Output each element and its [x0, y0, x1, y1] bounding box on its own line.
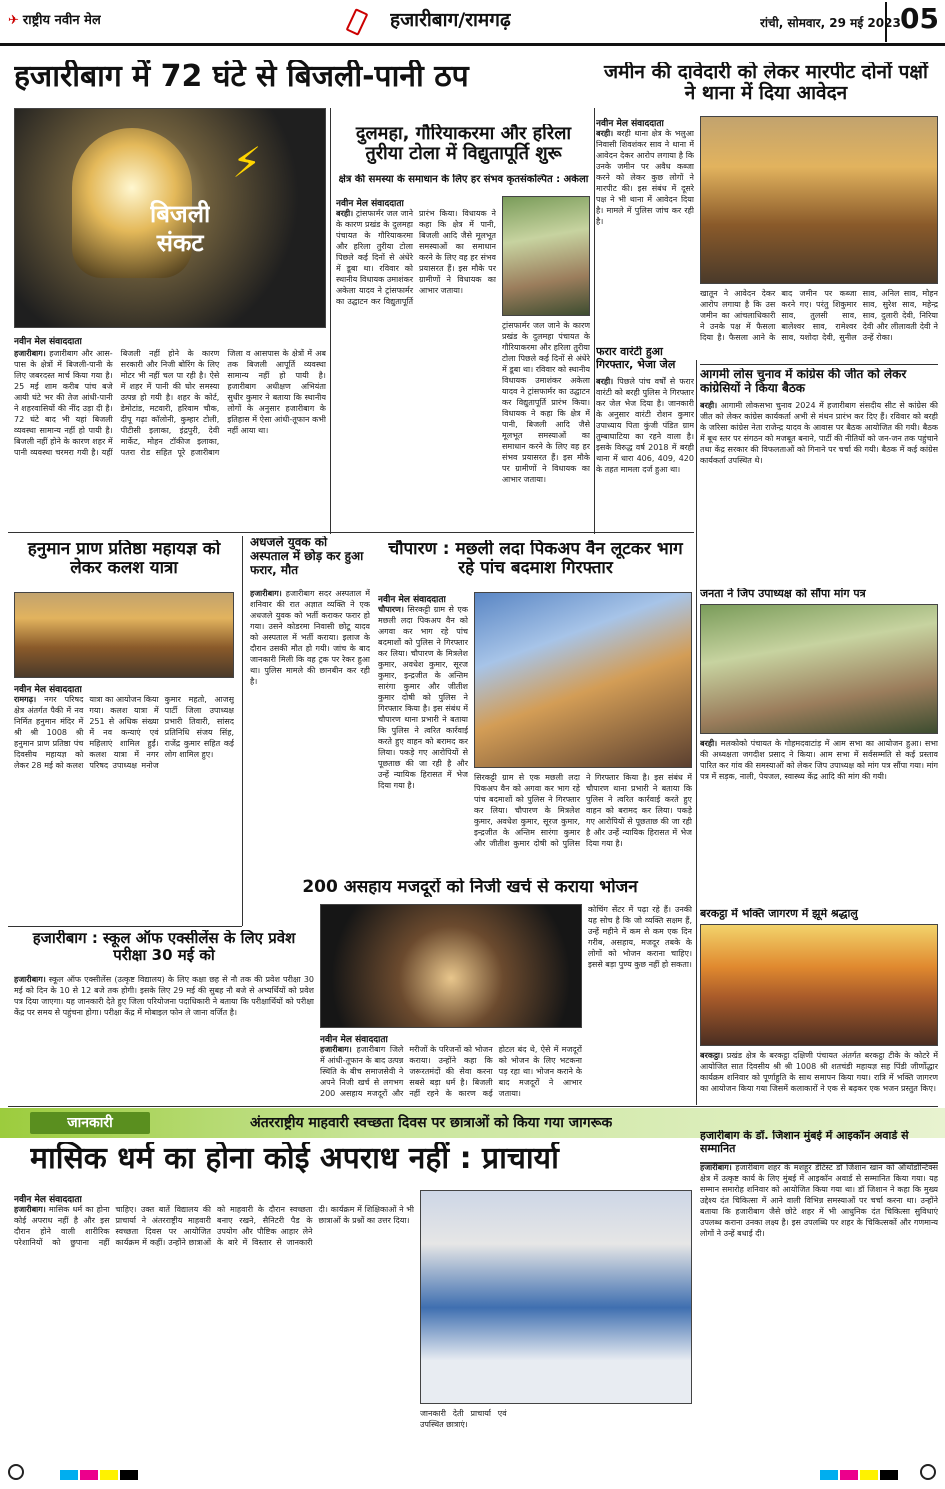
- janakari-headline: मासिक धर्म का होना कोई अपराध नहीं : प्राचार्या: [30, 1142, 559, 1175]
- janakari-caption-text: जानकारी देती प्राचार्या एवं उपस्थित छात्राएं।: [420, 1409, 507, 1429]
- power-dateline: बरही।: [336, 209, 354, 218]
- power-byline: नवीन मेल संवाददाता: [336, 199, 404, 209]
- registration-mark-icon: [8, 1464, 24, 1480]
- hospital-text: हजारीबाग सदर अस्पताल में शनिवार की रात अज्ञात व्यक्ति ने एक अधजले युवक को भर्ती कराकर फरार हो गया। उसने कोडरमा निवासी छोटू यादव को अस्पताल में भर्ती कराया। इलाज के दौरान उसकी मौत हो गयी। जांच के बाद जानकारी मिली कि वह ट्रक पर रेकर हुआ था। पुलिस मामले की छानबीन कर रही है।: [250, 589, 370, 686]
- janakari-dateline: हजारीबाग।: [14, 1205, 46, 1214]
- award-dateline: हजारीबाग।: [700, 1163, 732, 1172]
- hospital-headline: अधजले युवक को अस्पताल में छोड़ कर हुआ फरार, मौत: [250, 536, 364, 577]
- power-photo: [502, 196, 590, 316]
- masthead: [0, 0, 945, 46]
- kalash-text: नगर परिषद क्षेत्र अंतर्गत पैकी में नव निर्मित हनुमान मंदिर में श्री श्री 1008 श्री हनुमान प्राण प्रतिष्ठा पंच दिवसीय महायज्ञ को लेकर 28 मई को कलश यात्रा का आयोजन किया गया। कलश यात्रा में 251 से अधिक संख्या में नव कन्याएं एवं महिलाएं शामिल हुईं। कलश यात्रा में नगर परिषद उपाध्यक्ष मनोज कुमार महतो, आजसू पार्टी जिला उपाध्यक्ष प्रभारी तिवारी, सांसद प्रतिनिधि संजय सिंह, राजेंद्र कुमार सहित कई लोग शामिल हुए।: [14, 695, 234, 770]
- exam-body: [14, 974, 314, 1104]
- pickup-text: सिरकट्टी ग्राम से एक मछली लदा पिकअप वैन को अगवा कर भाग रहे पांच बदमाशों को पुलिस ने गिरफ्तार कर लिया। चौपारण के मित्रलेश कुमार, अवधेश कुमार, सूरज कुमार, इन्द्रजीत के अन्तिम सारंगा कुमार और जीतीश कुमार दोषी को पुलिस ने गिरफ्तार किया है। इस संबंध में चौपारण थाना प्रभारी ने बताया कि पुलिस ने त्वरित कार्रवाई करते हुए वाहन को बरामद कर लिया। पकड़े गए आरोपियों से पूछताछ की जा रही है और उन्हें न्यायिक हिरासत में भेज दिया गया है।: [378, 605, 468, 790]
- exam-text: स्कूल ऑफ एक्सीलेंस (उत्कृष्ट विद्यालय) के लिए कक्षा छह से नौ तक की प्रवेश परीक्षा 30 मई को दिन के 10 से 12 बजे तक होगी। इसके लिए 29 मई की सुबह नौ बजे से अभ्यर्थियों को प्रवेश पत्र दिया जाएगा। यह जानकारी देते हुए जिला परियोजना पदाधिकारी ने बताया कि परीक्षार्थियों को परीक्षा केंद्र पर समय से पहुंचना होगा। परीक्षा केंद्र में मोबाइल फोन ले जाना वर्जित है।: [14, 975, 314, 1017]
- congress-body: [700, 400, 938, 584]
- column-rule: [696, 360, 697, 1105]
- zipup-dateline: बरही।: [700, 739, 718, 748]
- bhakti-text: प्रखंड क्षेत्र के बरकट्ठा दक्षिणी पंचायत अंतर्गत बरकट्ठा टीके के कोटरे में आयोजित सात दिवसीय श्री श्री 1008 श्री शतचंडी महायज्ञ सह पिंडी जीर्णोद्धार कार्यक्रम शनिवार को पूर्णाहुति के साथ समापन किया गया। रात्रि में भक्ति जागरण का आयोजन किया गया जिसमें कलाकारों ने एक से बढ़कर एक भजन प्रस्तुत किए।: [700, 1051, 938, 1093]
- food-text: हजारीबाग जिले में आंधी-तूफान के बाद उत्पन्न स्थिति के बीच समाजसेवी ने अपने निजी खर्च से लगभग 200 असहाय मजदूरों और मरीजों के परिजनों को भोजन कराया। उन्होंने कहा कि जरूरतमंदों की सेवा करना सबसे बड़ा धर्म है। बिजली नहीं रहने के कारण कई होटल बंद थे, ऐसे में मजदूरों को भोजन के लिए भटकना पड़ रहा था। भोजन कराने के बाद मजदूरों ने आभार जताया।: [320, 1045, 582, 1098]
- color-swatch-icon: [60, 1470, 78, 1480]
- pickup-body-2: [474, 772, 692, 872]
- issue-date: रांची, सोमवार, 29 मई 2023: [760, 16, 901, 30]
- janakari-body: [14, 1204, 414, 1444]
- pickup-dateline: चौपारण।: [378, 605, 404, 614]
- janakari-tag: जानकारी: [30, 1112, 150, 1134]
- color-swatch-icon: [80, 1470, 98, 1480]
- hospital-body: [250, 588, 370, 868]
- column-rule: [330, 108, 331, 534]
- kalash-byline: नवीन मेल संवाददाता: [14, 685, 82, 695]
- bhakti-dateline: बरकट्ठा।: [700, 1051, 723, 1060]
- congress-text: आगामी लोकसभा चुनाव 2024 में हजारीबाग संसदीय सीट से कांग्रेस की जीत को लेकर कांग्रेस कार्यकर्ता अभी से मंथन प्रारंभ कर दिए हैं। रविवार को बरही के जरिसा कांग्रेस नेता राजेन्द्र यादव के आवास पर बैठक आयोजित की गयी। बैठक में बूथ स्तर पर संगठन को मजबूत बनाने, पार्टी की नीतियों को जन-जन तक पहुंचाने तथा केंद्र सरकार की विफलताओं को गिनाने पर चर्चा की गयी। बैठक में कई कांग्रेस कार्यकर्ता उपस्थित थे।: [700, 401, 938, 465]
- dispute-body-2: [700, 288, 938, 360]
- warrant-body: [596, 376, 694, 526]
- section-title: हजारीबाग/रामगढ़: [390, 9, 511, 31]
- lead-dateline: हजारीबाग।: [14, 349, 46, 358]
- lead-byline: नवीन मेल संवाददाता: [14, 337, 82, 347]
- power-headline: दुलमहा, गौरियाकरमा और हरिला तुरीया टोला में विद्युतापूर्ति शुरू: [355, 124, 572, 164]
- color-swatch-icon: [100, 1470, 118, 1480]
- warrant-headline: फरार वारंटी हुआ गिरफ्तार, भेजा जेल: [596, 346, 676, 371]
- row-rule: [8, 926, 242, 927]
- janakari-photo: [420, 1190, 692, 1404]
- lightning-icon: ⚡: [232, 138, 262, 187]
- kalash-body: [14, 694, 234, 920]
- dispute-byline: नवीन मेल संवाददाता: [596, 119, 664, 129]
- power-text-cont: ट्रांसफार्मर जल जाने के कारण प्रखंड के दुलमहा पंचायत के गौरियाकरमा और हरिला तुरीया टोला पिछले कई दिनों से अंधेरे में डूबा था। रविवार को स्थानीय विधायक उमाशंकर अकेला यादव ने ट्रांसफार्मर का उद्घाटन कर विद्युतापूर्ति प्रारंभ किया। विधायक ने कहा कि क्षेत्र में पानी, बिजली आदि जैसे मूलभूत समस्याओं का समाधान करने के लिए वह हर संभव प्रयासरत हैं। इस मौके पर ग्रामीणों ने विधायक का आभार जताया।: [502, 321, 590, 484]
- zipup-text: मलकोको पंचायत के गोहमदवाटांड़ में आम सभा का आयोजन हुआ। सभा की अध्यक्षता जगदीश प्रसाद ने किया। आम सभा में सर्वसम्मति से कई प्रस्ताव पारित कर गांव की समस्याओं को लेकर जिप उपाध्यक्ष को मांग पत्र सौंपा गया। मांग पत्र में सड़क, नाली, पेयजल, स्वास्थ्य केंद्र आदि की मांग की गयी।: [700, 739, 938, 781]
- congress-dateline: बरही।: [700, 401, 718, 410]
- exam-dateline: हजारीबाग।: [14, 975, 46, 984]
- color-swatch-icon: [840, 1470, 858, 1480]
- power-body-cont: [502, 320, 590, 528]
- color-swatch-icon: [860, 1470, 878, 1480]
- congress-headline: आगमी लोस चुनाव में कांग्रेस की जीत को लेकर कांग्रेसियों ने किया बैठक: [700, 368, 907, 395]
- row-rule: [8, 1106, 938, 1107]
- brand-name: राष्ट्रीय नवीन मेल: [22, 13, 101, 28]
- power-text: ट्रांसफार्मर जल जाने के कारण प्रखंड के दुलमहा पंचायत के गौरियाकरमा और हरिला तुरीया टोला पिछले कई दिनों से अंधेरे में डूबा था। रविवार को स्थानीय विधायक उमाशंकर अकेला यादव ने ट्रांसफार्मर का उद्घाटन कर विद्युतापूर्ति प्रारंभ किया। विधायक ने कहा कि क्षेत्र में पानी, बिजली आदि जैसे मूलभूत समस्याओं का समाधान करने के लिए वह हर संभव प्रयासरत हैं। इस मौके पर ग्रामीणों ने विधायक का आभार जताया।: [336, 209, 496, 306]
- dispute-body: [596, 128, 694, 340]
- janakari-kicker: अंतरराष्ट्रीय माहवारी स्वच्छता दिवस पर छात्राओं को किया गया जागरूक: [250, 1115, 613, 1131]
- page-number: 05: [885, 2, 943, 42]
- food-body: [320, 1044, 582, 1104]
- column-rule: [594, 108, 595, 534]
- janakari-caption: [420, 1408, 692, 1444]
- brand: [8, 10, 101, 28]
- kalash-photo: [14, 592, 234, 678]
- power-deck: क्षेत्र की समस्या के समाधान के लिए हर संभव कृतसंकल्पित : अकेला: [338, 174, 589, 185]
- bhakti-body: [700, 1050, 938, 1104]
- column-rule: [242, 536, 243, 926]
- graphic-word-1: बिजली: [150, 200, 211, 228]
- pickup-body: [378, 604, 468, 874]
- row-rule: [8, 532, 694, 533]
- janakari-text: मासिक धर्म का होना कोई अपराध नहीं है और इस दौरान होने वाली शारीरिक परेशानियों को छुपाना नहीं चाहिए। उक्त बातें विद्यालय की प्राचार्या ने अंतरराष्ट्रीय माहवारी स्वच्छता दिवस पर आयोजित कार्यक्रम में कहीं। उन्होंने छात्राओं को माहवारी के दौरान स्वच्छता बनाए रखने, सैनिटरी पैड के उपयोग और पौष्टिक आहार लेने के बारे में विस्तार से जानकारी दी। कार्यक्रम में शिक्षिकाओं ने भी छात्राओं के प्रश्नों का उत्तर दिया।: [14, 1205, 414, 1247]
- food-text-2: कोचिंग सेंटर में पढ़ा रहे हैं। उनकी यह सोच है कि जो व्यक्ति सक्षम हैं, उन्हें महीने में कम से कम एक दिन गरीब, असहाय, मजदूर तबके के लोगों को भोजन कराना चाहिए। इससे बड़ा पुण्य कुछ नहीं हो सकता।: [588, 905, 692, 969]
- dispute-headline: जमीन की दावेदारी को लेकर मारपीट दोनों पक्षों ने थाना में दिया आवेदन: [604, 62, 928, 104]
- award-headline: हजारीबाग के डॉ. जिशान मुंबई में आइकॉन अवार्ड से सम्मानित: [700, 1130, 909, 1155]
- bhakti-headline: बरकट्ठा में भक्ति जागरण में झूमे श्रद्धालु: [700, 908, 858, 920]
- bhakti-photo: [700, 924, 938, 1046]
- zipup-body: [700, 738, 938, 898]
- color-swatch-icon: [880, 1470, 898, 1480]
- registration-mark-icon: [920, 1464, 936, 1480]
- pickup-text-2: सिरकट्टी ग्राम से एक मछली लदा पिकअप वैन को अगवा कर भाग रहे पांच बदमाशों को पुलिस ने गिरफ्तार कर लिया। चौपारण के मित्रलेश कुमार, अवधेश कुमार, सूरज कुमार, इन्द्रजीत के अन्तिम सारंगा कुमार और जीतीश कुमार दोषी को पुलिस ने गिरफ्तार किया है। इस संबंध में चौपारण थाना प्रभारी ने बताया कि पुलिस ने त्वरित कार्रवाई करते हुए वाहन को बरामद कर लिया। पकड़े गए आरोपियों से पूछताछ की जा रही है और उन्हें न्यायिक हिरासत में भेज दिया गया है।: [474, 773, 692, 848]
- kalash-dateline: रामगढ़।: [14, 695, 37, 704]
- color-swatch-icon: [820, 1470, 838, 1480]
- dispute-text: बरही थाना क्षेत्र के भलुआ निवासी शिवशंकर साव ने थाना में आवेदन देकर आरोप लगाया है कि उनके जमीन पर अवैध कब्जा करने को लेकर कुछ लोगों ने मारपीट की। इस संबंध में दूसरे पक्ष ने भी थाना में आवेदन दिया है। मामले में पुलिस जांच कर रही है।: [596, 129, 694, 226]
- lead-body: [14, 348, 326, 526]
- food-body-2: [588, 904, 692, 1106]
- pickup-photo: [474, 592, 692, 768]
- food-photo: [320, 904, 582, 1028]
- janakari-byline: नवीन मेल संवाददाता: [14, 1195, 82, 1205]
- lead-graphic-text: [150, 200, 210, 258]
- pickup-headline: चौपारण : मछली लदा पिकअप वैन लूटकर भाग रहे पांच बदमाश गिरफ्तार: [388, 540, 683, 578]
- zipup-headline: जनता ने जिप उपाध्यक्ष को सौंपा मांग पत्र: [700, 588, 866, 600]
- warrant-text: पिछले पांच वर्षों से फरार वारंटी को बरही पुलिस ने गिरफ्तार कर जेल भेज दिया है। जानकारी के अनुसार वारंटी रोशन कुमार उपाध्याय पिता कुंजी पंडित ग्राम तुम्बाघाटिया का रहने वाला है। इसके विरुद्ध वर्ष 2018 में बरही थाना में धारा 406, 409, 420 के तहत मामला दर्ज हुआ था।: [596, 377, 694, 474]
- kalash-headline: हनुमान प्राण प्रतिष्ठा महायज्ञ को लेकर कलश यात्रा: [27, 540, 221, 578]
- zipup-photo: [700, 604, 938, 734]
- dispute-photo: [700, 116, 938, 284]
- pen-icon: [346, 8, 369, 36]
- food-dateline: हजारीबाग।: [320, 1045, 352, 1054]
- hospital-dateline: हजारीबाग।: [250, 589, 282, 598]
- dispute-dateline: बरही।: [596, 129, 614, 138]
- exam-headline: हजारीबाग : स्कूल ऑफ एक्सीलेंस के लिए प्रवेश परीक्षा 30 मई को: [32, 930, 296, 963]
- award-body: [700, 1162, 938, 1444]
- dispute-text-2: खातून ने आवेदन देकर आरोप लगाया है कि उस जमीन का आंचलाधिकारी ने उनके पक्ष में फैसला दिया है। फैसला आने के बाद जमीन पर कब्जा करने गए। परंतु शिकुमार साव, तुलसी साव, बालेश्वर साव, रामेश्वर साव, यशोदा देवी, सुनील साव, अनिल साव, मोहन साव, सुरेश साव, महेन्द्र साव, दुलारी देवी, निरिया देवी और लीलावती देवी ने उन्हें रोका।: [700, 289, 938, 342]
- color-swatch-icon: [120, 1470, 138, 1480]
- pickup-byline: नवीन मेल संवाददाता: [378, 595, 446, 605]
- row-rule: [700, 364, 938, 365]
- warrant-dateline: बरही।: [596, 377, 614, 386]
- food-headline: 200 असहाय मजदूरों को निजी खर्च से कराया भोजन: [302, 878, 638, 897]
- award-text: हजारीबाग शहर के मशहूर डेंटिस्ट डॉ जिशान खान को ऑर्थोडॉन्टिक्स क्षेत्र में उत्कृष्ट कार्य के लिए मुंबई में आइकॉन अवार्ड से सम्मानित किया गया। यह सम्मान समारोह शनिवार को आयोजित किया गया था। डॉ जिशान ने कहा कि मुख्य उद्देश्य दंत चिकित्सा में आने वाली विभिन्न समस्याओं पर चर्चा करना था। उन्होंने बताया कि हजारीबाग जैसे छोटे शहर में भी आधुनिक दंत चिकित्सा सुविधाएं उपलब्ध कराना उनका लक्ष्य है। इस उपलब्धि पर शहर के चिकित्सकों और गणमान्य लोगों ने उन्हें बधाई दी।: [700, 1163, 938, 1238]
- food-byline: नवीन मेल संवाददाता: [320, 1035, 388, 1045]
- power-body: [336, 208, 496, 528]
- lead-headline: हजारीबाग में 72 घंटे से बिजली-पानी ठप: [14, 60, 469, 93]
- lead-text: हजारीबाग और आस-पास के क्षेत्रों में बिजली-पानी के लिए जबरदस्त मार्च किया गया है। 25 मई शाम करीब पांच बजे आयी घंटे भर की तेज आंधी-पानी ने शहरवासियों की नींद उड़ा दी है। 72 घंटे बाद भी यहां बिजली व्यवस्था सामान्य नहीं हो पायी है। बिजली नहीं होने के कारण शहर में पानी व्यवस्था चरमरा गयी है। यहीं बिजली नहीं होने के कारण सरकारी और निजी बोरिंग के लिए मोटर भी नहीं चल पा रही है। ऐसे में शहर में पानी की घोर समस्या उत्पन्न हो गयी है। शहर के कोर्ट, डेमोटांड, मटवारी, हरिवाम चौक, दीपू गढ़ा कॉलोनी, कुम्हार टोली, पीटीसी इलाका, इंद्रपुरी, देवी मार्केट, मोहन टॉकीज इलाका, पतरा रोड सहित पूरे हजारीबाग जिला व आसपास के क्षेत्रों में अब तक बिजली आपूर्ति व्यवस्था सामान्य नहीं हो पायी है। हजारीबाग अधीक्षण अभियंता सुधीर कुमार ने बताया कि स्थानीय लोगों के अनुसार हजारीबाग के इतिहास में ऐसा आंधी-तूफान कभी नहीं आया था।: [14, 349, 326, 457]
- bird-logo-icon: ✈: [8, 13, 19, 28]
- graphic-word-2: संकट: [156, 228, 204, 257]
